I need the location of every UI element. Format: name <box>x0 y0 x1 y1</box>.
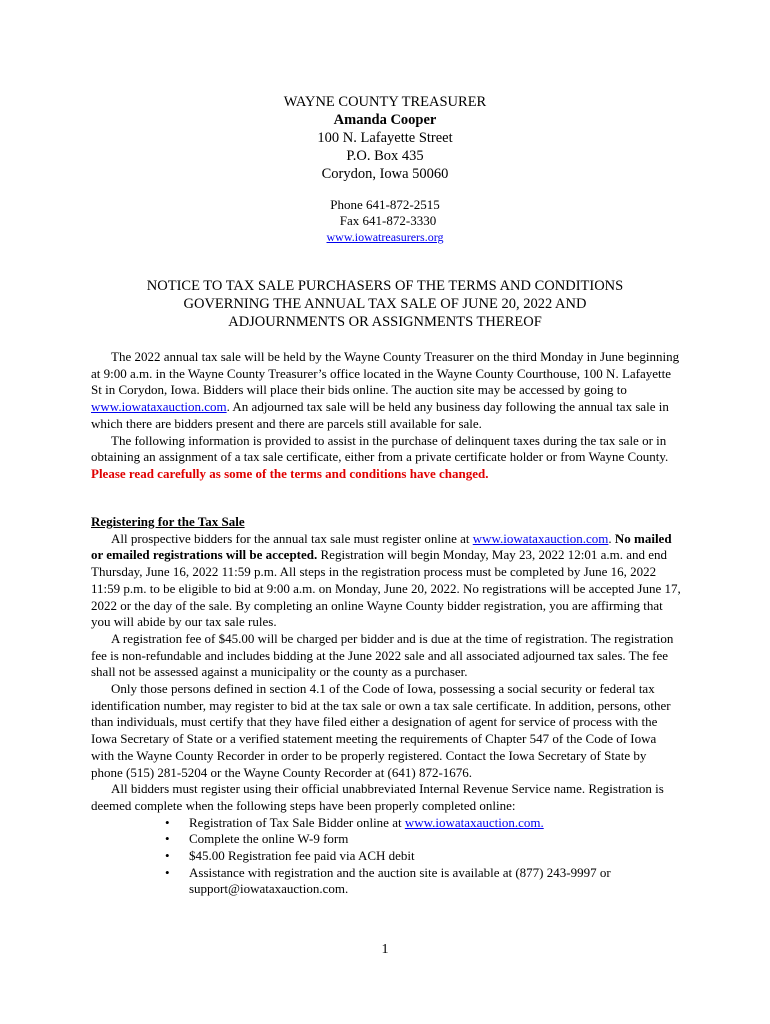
title-line-2: GOVERNING THE ANNUAL TAX SALE OF JUNE 20, 2022 AND <box>183 296 587 312</box>
city-state-zip: Corydon, Iowa 50060 <box>321 166 449 182</box>
intro-p2-text: The following information is provided to assist in the purchase of delinquent taxes during the tax sale or in obtaining an assignment of a tax sale certificate, either from a private certificate holder or from Wayne County. <box>91 432 669 465</box>
registering-paragraph-4: All bidders must register using their official unabbreviated Internal Revenue Service name. Registration is deemed complete when the following steps have been properly completed online: <box>91 781 664 813</box>
intro-section <box>91 349 681 483</box>
list-item <box>165 864 681 898</box>
contact-block <box>0 197 770 245</box>
list-item <box>165 814 681 832</box>
fax-number: Fax 641-872-3330 <box>339 213 437 228</box>
intro-p1-text: The 2022 annual tax sale will be held by the Wayne County Treasurer on the third Monday in June beginning at 9:00 a.m. in the Wayne County Treasurer’s office located in the Wayne County Courthouse, 100 N. Lafayette St in Corydon, Iowa. Bidders will place their bids online. The auction site may be accessed by going to <box>91 349 680 398</box>
step-1-text: Registration of Tax Sale Bidder online at <box>189 814 405 830</box>
reg-p1-text: All prospective bidders for the annual tax sale must register online at <box>111 530 473 546</box>
changed-terms-warning: Please read carefully as some of the terms and conditions have changed. <box>91 465 489 481</box>
title-line-3: ADJOURNMENTS OR ASSIGNMENTS THEREOF <box>228 314 542 330</box>
reg-p1-sep: . <box>608 530 615 546</box>
phone-number: Phone 641-872-2515 <box>330 197 440 212</box>
section-heading-registering: Registering for the Tax Sale <box>91 514 245 529</box>
step-2-text: Complete the online W-9 form <box>189 831 349 847</box>
registering-paragraph-2: A registration fee of $45.00 will be charged per bidder and is due at the time of registration. The registration fee is non-refundable and includes bidding at the June 2022 sale and all associated adjourned tax sales. The fee shall not be assessed against a municipality or the county as a purchaser. <box>91 630 674 680</box>
intro-p1-text-end: . An adjourned tax sale will be held any business day following the annual tax sale in which there are bidders present and there are parcels still available for sale. <box>91 399 669 431</box>
intro-paragraph-2 <box>91 433 681 483</box>
title-line-1: NOTICE TO TAX SALE PURCHASERS OF THE TERMS AND CONDITIONS <box>146 278 624 294</box>
registration-link[interactable]: www.iowataxauction.com <box>472 530 609 546</box>
list-item <box>165 848 681 865</box>
list-item <box>165 831 681 848</box>
website-link[interactable]: www.iowatreasurers.org <box>326 230 444 244</box>
auction-link[interactable]: www.iowataxauction.com <box>91 399 227 415</box>
registering-section <box>91 514 681 898</box>
bullet-icon: • <box>165 814 170 830</box>
no-mail-notice: No mailed or emailed registrations will be accepted. <box>91 530 672 563</box>
step-1-link[interactable]: www.iowataxauction.com. <box>404 814 544 830</box>
letterhead <box>0 93 770 183</box>
bullet-icon: • <box>165 831 170 847</box>
step-4-text: Assistance with registration and the auction site is available at (877) 243-9997 or support@iowataxauction.com. <box>189 864 611 897</box>
registering-paragraph-1 <box>91 531 681 631</box>
intro-paragraph-1 <box>91 349 681 433</box>
registration-steps-list <box>91 815 681 899</box>
po-box: P.O. Box 435 <box>346 148 424 164</box>
bullet-icon: • <box>165 848 170 864</box>
bullet-icon: • <box>165 864 170 880</box>
treasurer-name: Amanda Cooper <box>333 112 437 128</box>
reg-p1-text-end: Registration will begin Monday, May 23, 2022 12:01 a.m. and end Thursday, June 16, 2022 11:59 p.m. All steps in the registration process must be completed by June 16, 2022 11:59 p.m. to be eligible to bid at 9:00 a.m. on Monday, June 20, 2022. No registrations will be accepted June 17, 2022 or the day of the sale. By completing an online Wayne County bidder registration, you are affirming that you will abide by our tax sale rules. <box>91 547 681 630</box>
step-3-text: $45.00 Registration fee paid via ACH debit <box>189 848 415 864</box>
registering-paragraph-3: Only those persons defined in section 4.1 of the Code of Iowa, possessing a social security or federal tax identification number, may register to bid at the tax sale or own a tax sale certificate. In addition, persons, other than individuals, must certify that they have filed either a designation of agent for service of process with the Iowa Secretary of State or a verified statement meeting the requirements of Chapter 547 of the Code of Iowa with the Wayne County Recorder in order to be properly registered. Contact the Iowa Secretary of State by phone (515) 281-5204 or the Wayne County Recorder at (641) 872-1676. <box>91 681 671 780</box>
office-name: WAYNE COUNTY TREASURER <box>283 94 487 110</box>
page-number: 1 <box>381 942 389 957</box>
notice-title <box>0 277 770 331</box>
street-address: 100 N. Lafayette Street <box>317 130 453 146</box>
